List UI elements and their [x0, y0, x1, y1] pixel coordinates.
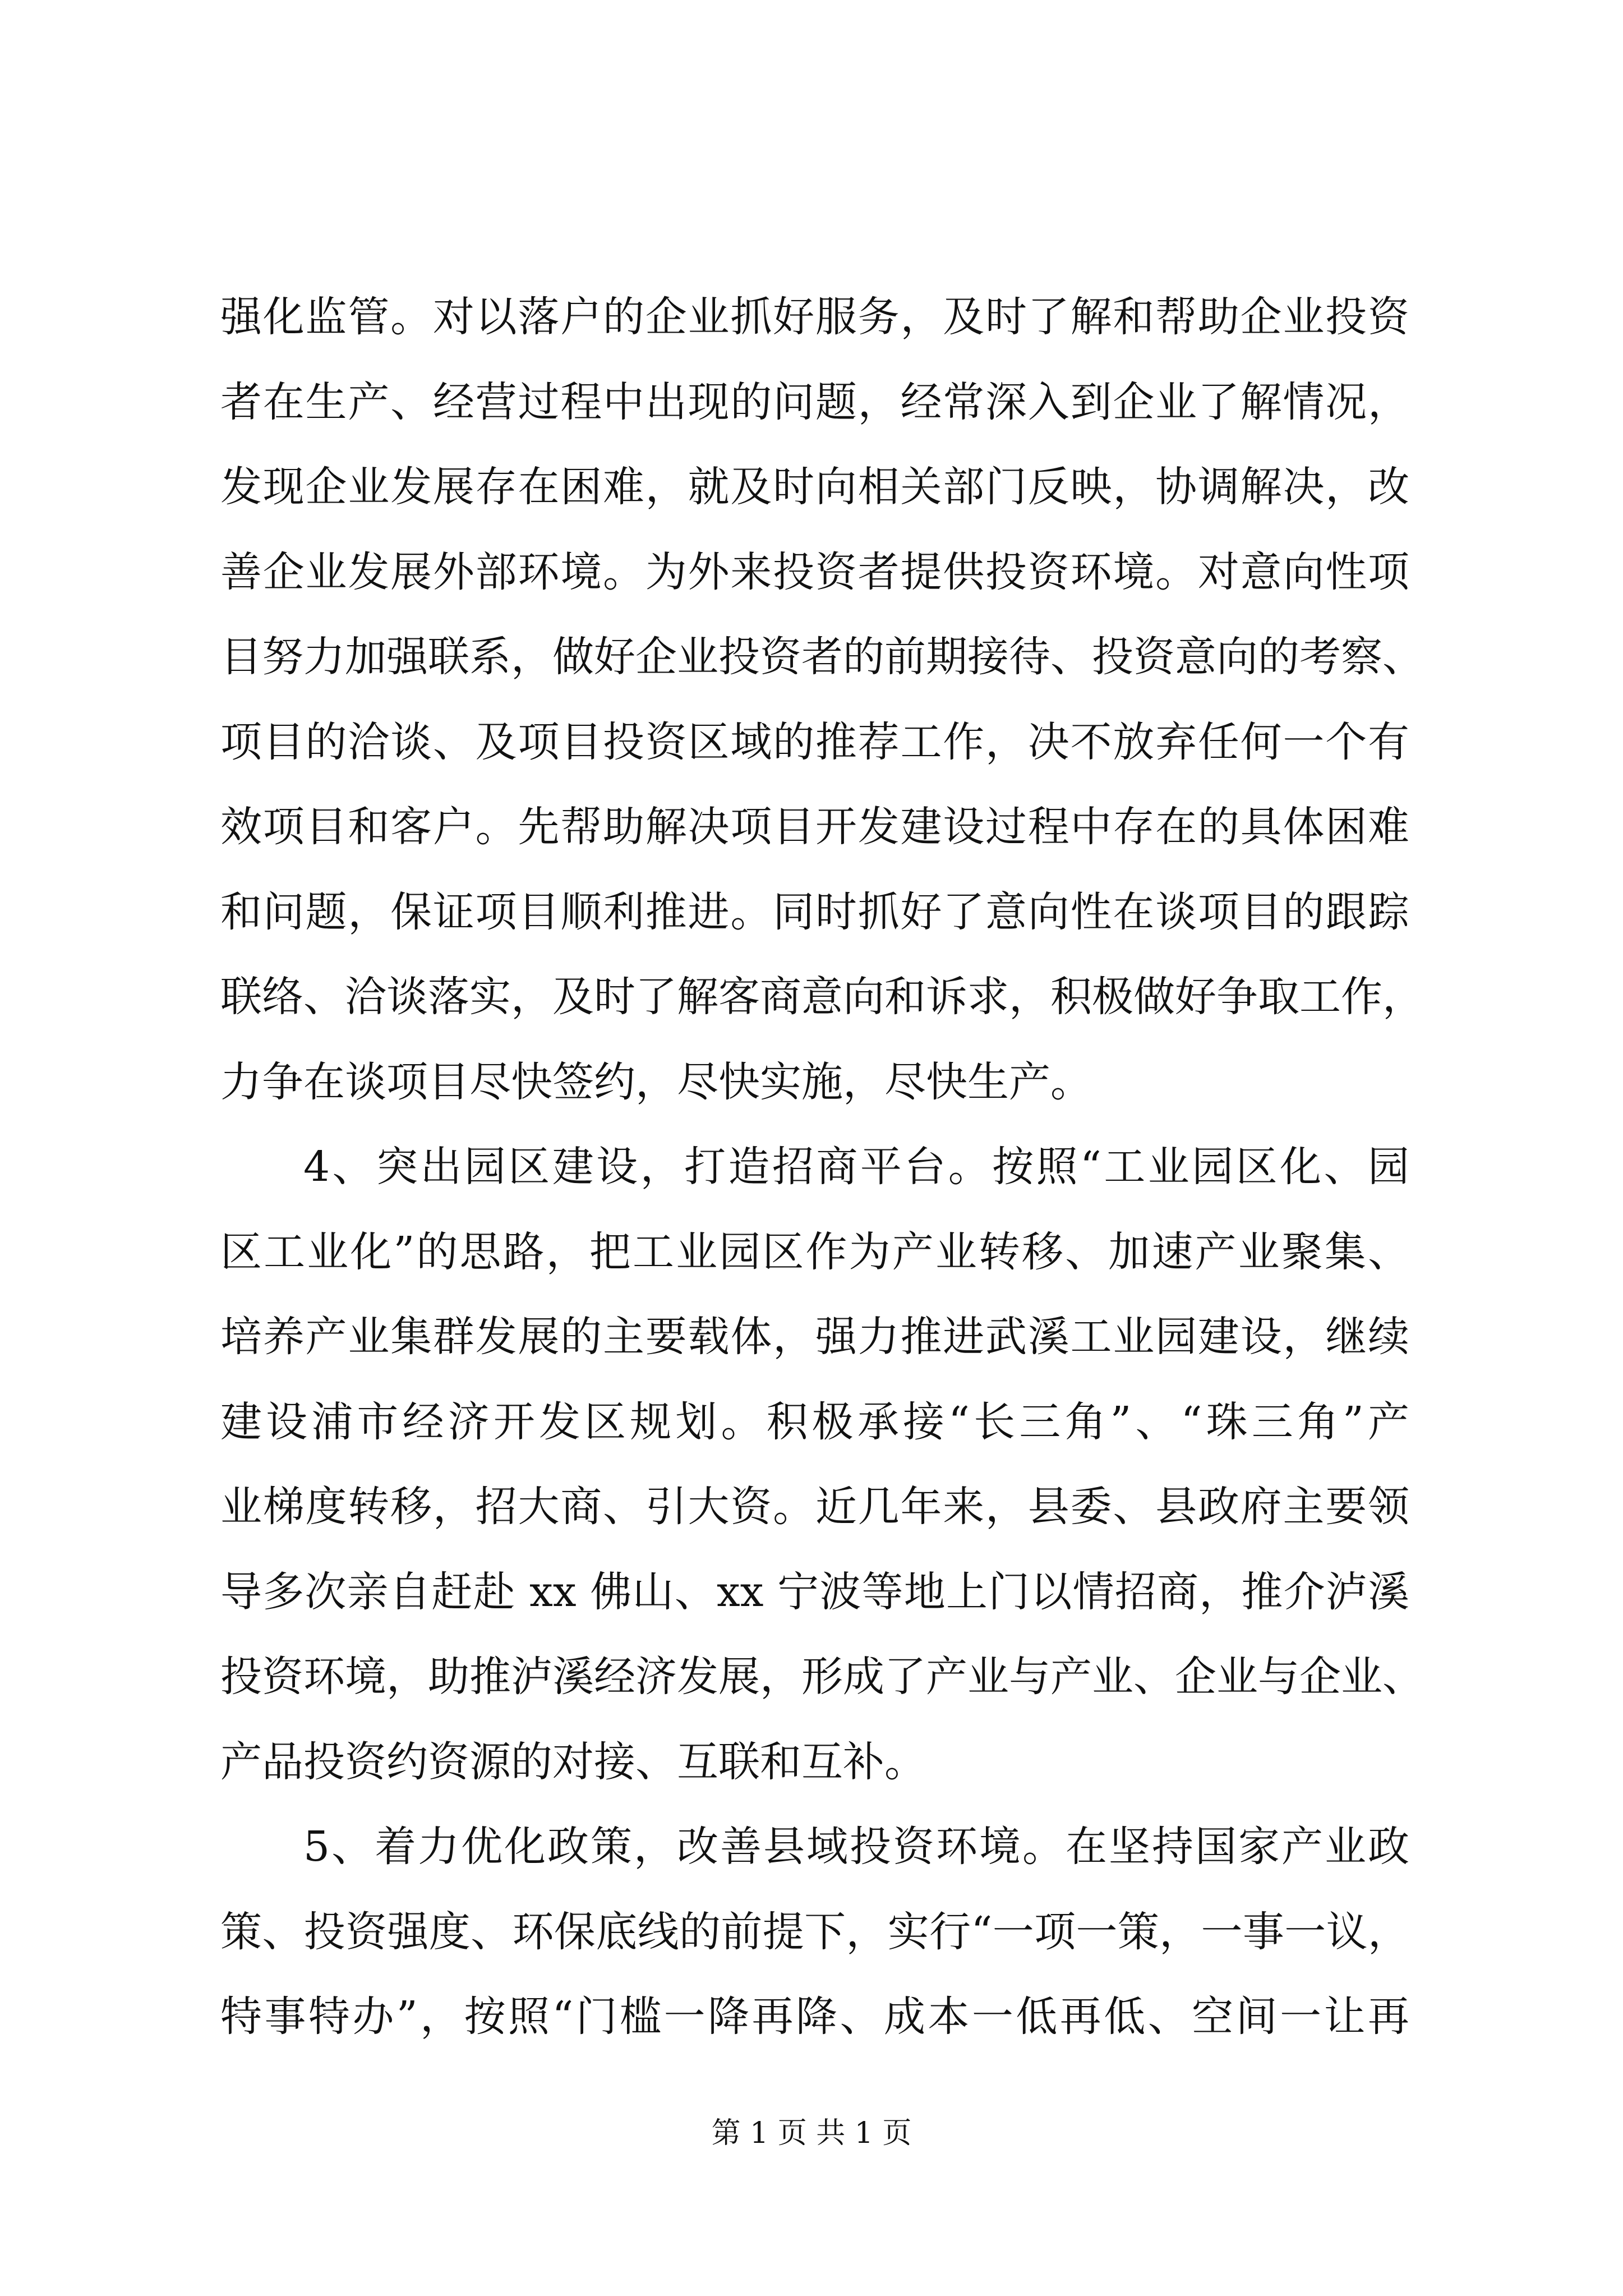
text-line: 导多次亲自赶赴 xx 佛山、xx 宁波等地上门以情招商，推介泸溪: [220, 1567, 1409, 1616]
text-line: 项目的洽谈、及项目投资区域的推荐工作，决不放弃任何一个有: [220, 717, 1409, 766]
text-line: 4、突出园区建设，打造招商平台。按照“工业园区化、园: [303, 1143, 1409, 1191]
text-line: 建设浦市经济开发区规划。积极承接“长三角”、“珠三角”产: [220, 1397, 1409, 1446]
text-line: 业梯度转移，招大商、引大资。近几年来，县委、县政府主要领: [220, 1483, 1409, 1531]
text-line: 发现企业发展存在困难，就及时向相关部门反映，协调解决，改: [220, 463, 1409, 511]
document-body: [220, 275, 1424, 2060]
text-line: 投资环境，助推泸溪经济发展，形成了产业与产业、企业与企业、: [220, 1653, 1424, 1701]
page-footer: 第 1 页 共 1 页: [711, 2116, 912, 2150]
text-line: 目努力加强联系，做好企业投资者的前期接待、投资意向的考察、: [220, 633, 1424, 681]
text-line: 力争在谈项目尽快签约，尽快实施，尽快生产。: [220, 1057, 1092, 1106]
text-line: 特事特办”，按照“门槛一降再降、成本一低再低、空间一让再: [220, 1993, 1409, 2041]
text-line: 强化监管。对以落户的企业抓好服务，及时了解和帮助企业投资: [220, 293, 1409, 341]
text-line: 培养产业集群发展的主要载体，强力推进武溪工业园建设，继续: [220, 1313, 1409, 1361]
text-line: 产品投资约资源的对接、互联和互补。: [220, 1737, 926, 1786]
text-line: 5、着力优化政策，改善县域投资环境。在坚持国家产业政: [303, 1823, 1409, 1871]
text-line: 者在生产、经营过程中出现的问题，经常深入到企业了解情况，: [220, 378, 1409, 426]
text-line: 善企业发展外部环境。为外来投资者提供投资环境。对意向性项: [220, 547, 1409, 596]
text-line: 联络、洽谈落实，及时了解客商意向和诉求，积极做好争取工作，: [220, 973, 1424, 1021]
text-line: 和问题，保证项目顺利推进。同时抓好了意向性在谈项目的跟踪: [220, 887, 1409, 936]
text-line: 区工业化”的思路，把工业园区作为产业转移、加速产业聚集、: [220, 1227, 1409, 1276]
text-line: 效项目和客户。先帮助解决项目开发建设过程中存在的具体困难: [220, 803, 1409, 851]
text-line: 策、投资强度、环保底线的前提下，实行“一项一策，一事一议，: [220, 1907, 1409, 1956]
